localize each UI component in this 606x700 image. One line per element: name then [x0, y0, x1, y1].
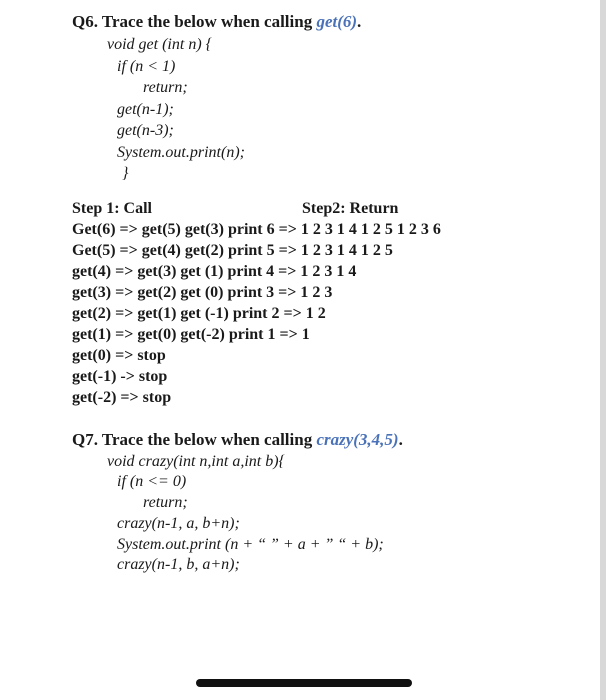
q6-code-line-4: get(n-1);: [117, 101, 174, 118]
q6-code-line-3: return;: [143, 79, 188, 96]
step1-label: Step 1: Call: [72, 200, 152, 217]
home-indicator-bar[interactable]: [196, 679, 412, 687]
trace-line-8: get(-1) -> stop: [72, 368, 168, 385]
q6-heading-call: get(6): [316, 12, 358, 31]
q7-heading-call: crazy(3,4,5): [316, 430, 399, 449]
q6-heading: [72, 12, 361, 32]
trace-line-9: get(-2) => stop: [72, 389, 172, 406]
q6-code-line-6: System.out.print(n);: [117, 144, 245, 161]
q7-code-line-4: crazy(n-1, a, b+n);: [117, 515, 240, 532]
q7-heading-period: .: [398, 430, 403, 449]
trace-line-6: get(1) => get(0) get(-2) print 1 => 1: [72, 326, 310, 343]
trace-line-3: get(4) => get(3) get (1) print 4 => 1 2 3 1 4: [72, 263, 357, 280]
q6-code-line-1: void get (int n) {: [107, 36, 213, 53]
q6-code-line-7: }: [122, 165, 129, 182]
trace-line-4: get(3) => get(2) get (0) print 3 => 1 2 3: [72, 284, 333, 301]
trace-line-5: get(2) => get(1) get (-1) print 2 => 1 2: [72, 305, 326, 322]
q6-heading-period: .: [357, 12, 362, 31]
step2-label: Step2: Return: [302, 200, 399, 217]
page-edge: [600, 0, 606, 700]
q6-code-line-5: get(n-3);: [117, 122, 174, 139]
trace-line-2: Get(5) => get(4) get(2) print 5 => 1 2 3 1 4 1 2 5: [72, 242, 393, 259]
q7-code-line-6: crazy(n-1, b, a+n);: [117, 556, 240, 573]
q7-code-line-3: return;: [143, 494, 188, 511]
q6-heading-text: Q6. Trace the below when calling: [72, 12, 317, 31]
q7-code-line-5: System.out.print (n + “ ” + a + ” “ + b);: [117, 536, 384, 553]
q7-heading: [72, 430, 403, 450]
trace-line-7: get(0) => stop: [72, 347, 166, 364]
q7-heading-text: Q7. Trace the below when calling: [72, 430, 317, 449]
q6-code-line-2: if (n < 1): [117, 58, 176, 75]
trace-line-1: Get(6) => get(5) get(3) print 6 => 1 2 3 1 4 1 2 5 1 2 3 6: [72, 221, 441, 238]
q7-code-line-1: void crazy(int n,int a,int b){: [107, 453, 285, 470]
q7-code-line-2: if (n <= 0): [117, 473, 187, 490]
